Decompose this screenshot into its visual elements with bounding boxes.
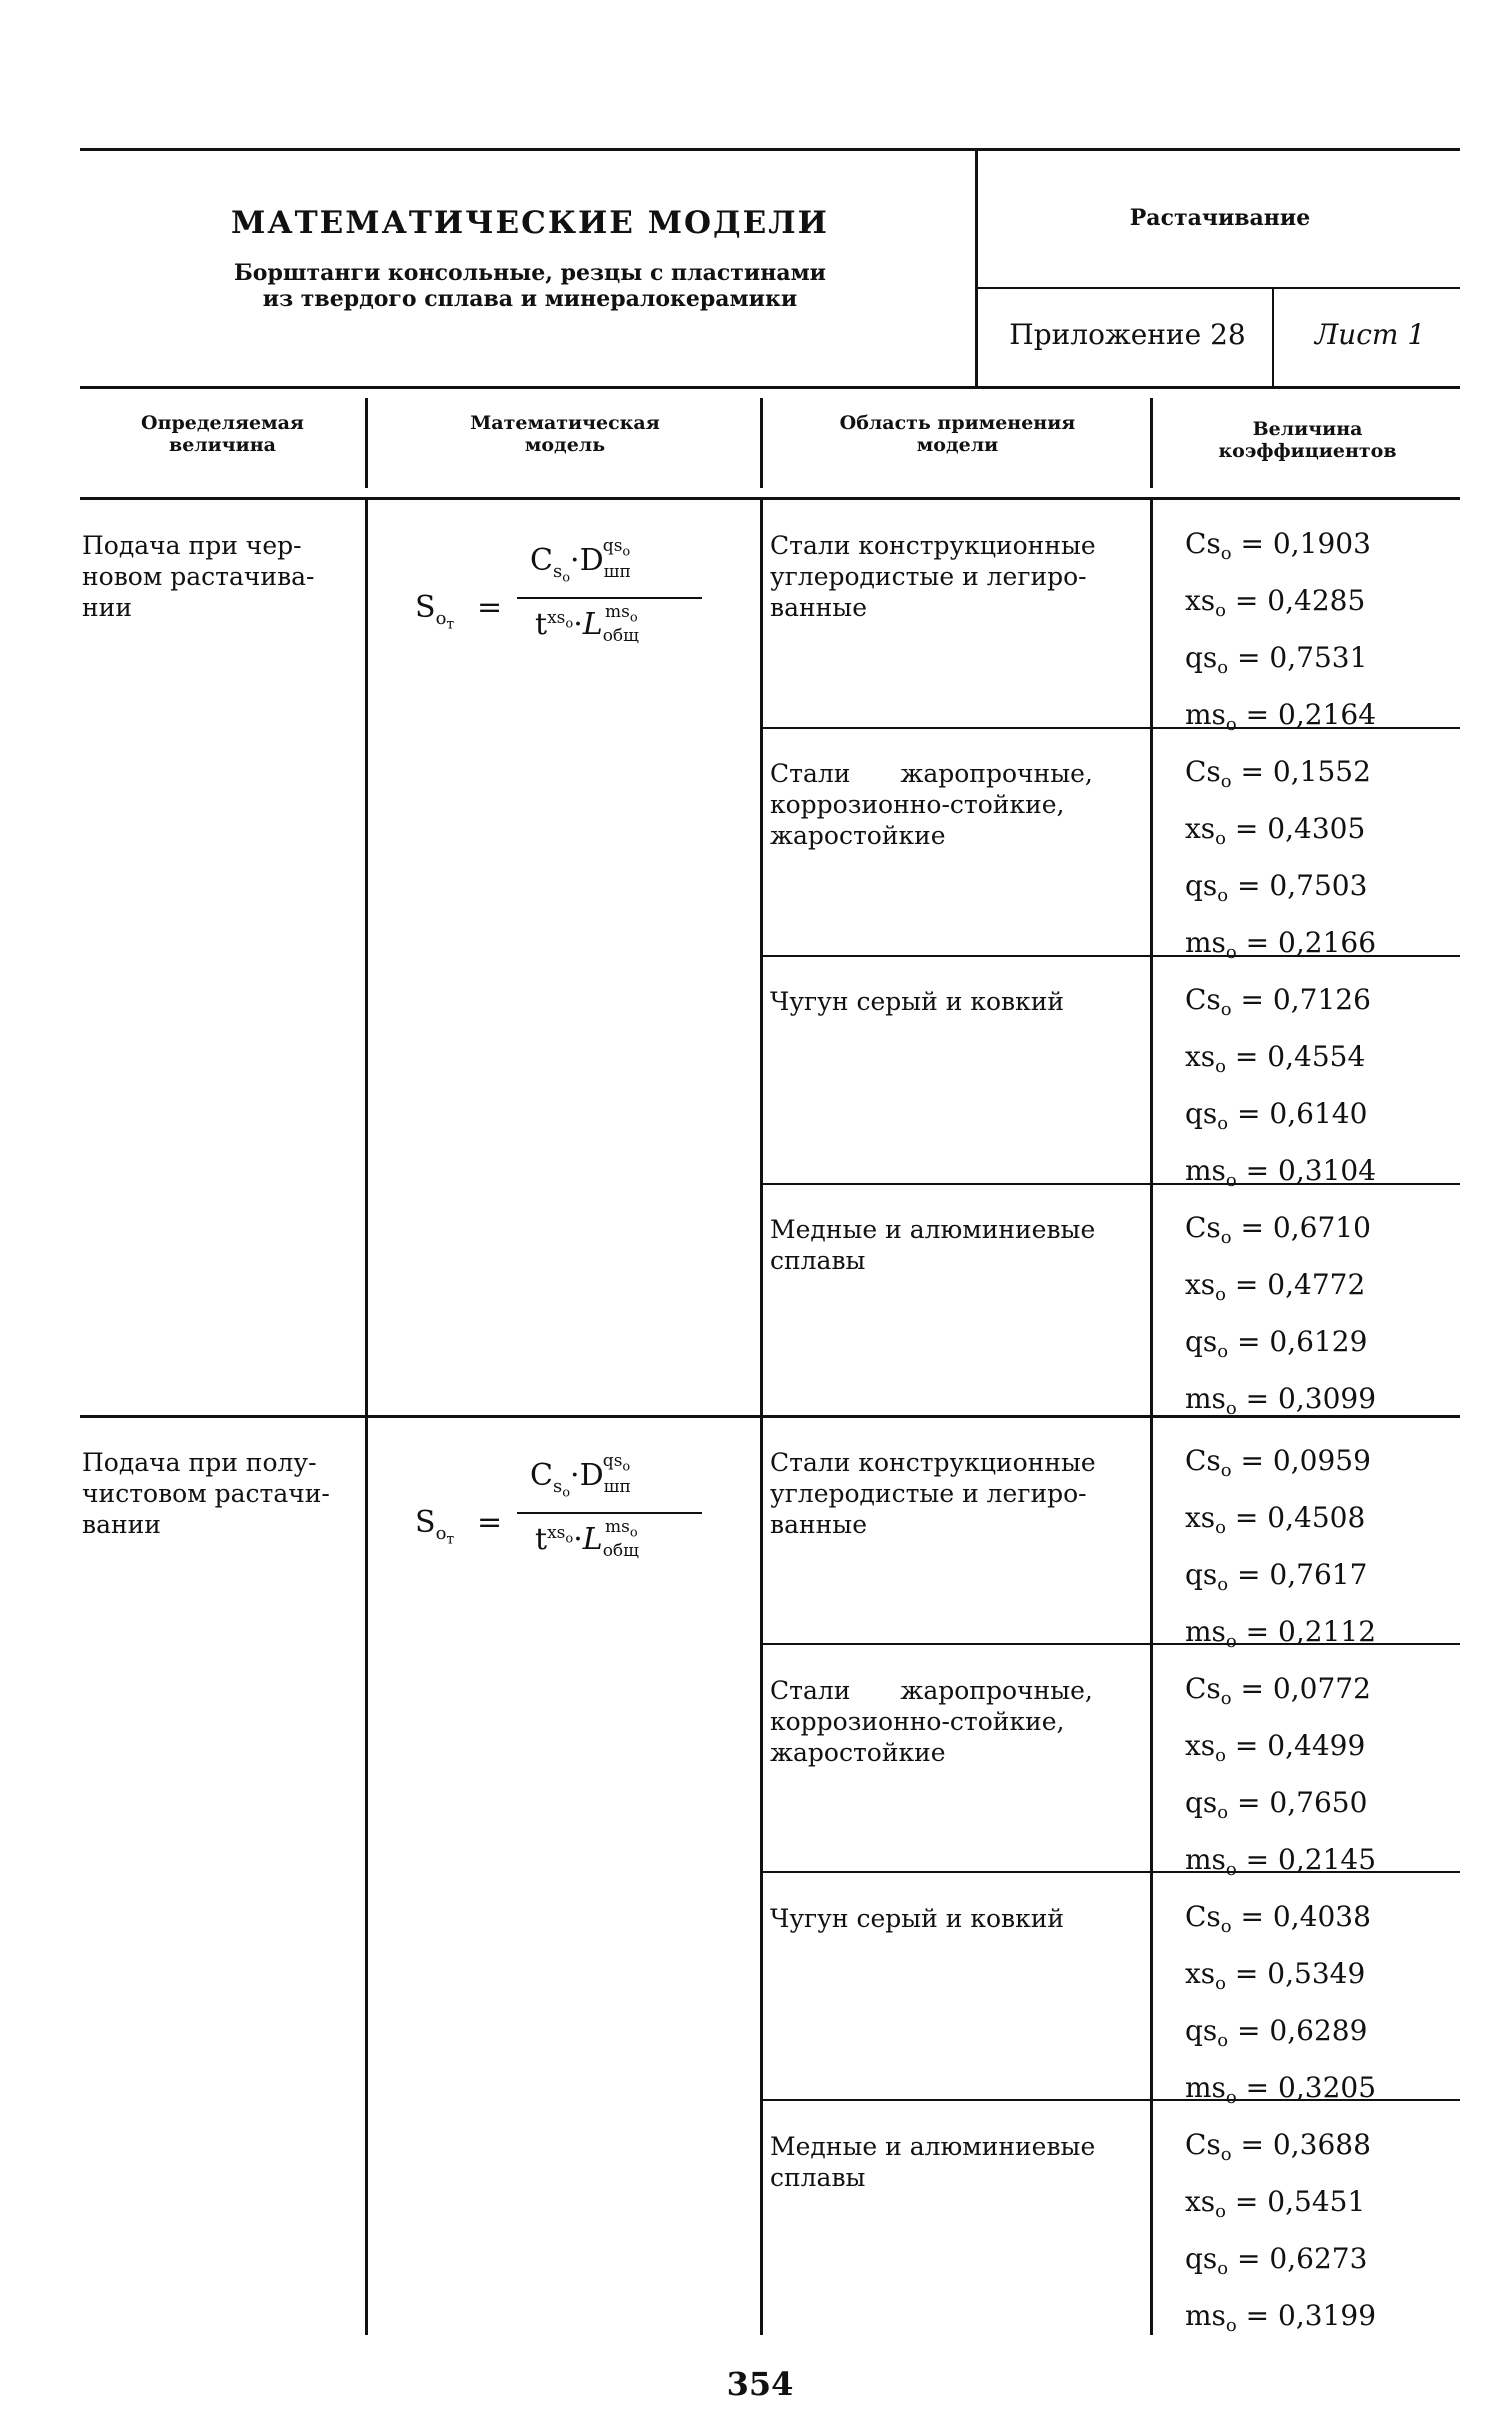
coef-q: $qs_o = 0,6129$ xyxy=(1185,1325,1368,1362)
sheet-divider xyxy=(1272,288,1274,387)
coef-m: $ms_o = 0,2145$ xyxy=(1185,1843,1377,1880)
operation-label: Растачивание xyxy=(1129,205,1311,231)
col-header-coefficients xyxy=(1155,418,1460,462)
section-1-quantity-line-1: Подача при чер- xyxy=(82,531,302,560)
col-header-model xyxy=(370,412,760,456)
hdr-sep-1 xyxy=(365,398,368,488)
s1-row1-area-line-3: ванные xyxy=(770,593,867,622)
coef-m: $ms_o = 0,3205$ xyxy=(1185,2071,1377,2108)
section-2-quantity-line-2: чистовом растачи- xyxy=(82,1479,330,1508)
s2-row1-area-line-1: Стали конструкционные xyxy=(770,1448,1096,1477)
coef-m: $ms_o = 0,2112$ xyxy=(1185,1615,1377,1652)
coef-q: $qs_o = 0,7503$ xyxy=(1185,869,1368,906)
s1-row1-area-line-2: углеродистые и легиро- xyxy=(770,562,1087,591)
coef-c: $Cs_o = 0,3688$ xyxy=(1185,2128,1371,2165)
formula-equals: = xyxy=(477,1505,503,1540)
coef-x: $xs_o = 0,4554$ xyxy=(1185,1040,1366,1077)
s1-row1-area xyxy=(770,530,1138,623)
header-divider-horizontal xyxy=(977,287,1460,289)
s1-row3-area-line-1: Чугун серый и ковкий xyxy=(770,987,1065,1016)
formula-equals: = xyxy=(477,590,503,625)
col-header-area xyxy=(765,412,1150,456)
coef-x: $xs_o = 0,4499$ xyxy=(1185,1729,1366,1766)
coef-c: $Cs_o = 0,0772$ xyxy=(1185,1672,1371,1709)
subtitle-line-1: Борштанги консольные, резцы с пластинами xyxy=(233,260,827,286)
section-2-quantity xyxy=(82,1447,352,1540)
formula-numerator: $C_{s_o}\cdot D_{шп}^{qs_o}$ xyxy=(530,536,631,586)
coef-m: $ms_o = 0,2164$ xyxy=(1185,698,1377,735)
section-1-quantity xyxy=(82,530,352,623)
coef-q: $qs_o = 0,7650$ xyxy=(1185,1786,1368,1823)
coef-c: $Cs_o = 0,7126$ xyxy=(1185,983,1371,1020)
coef-x: $xs_o = 0,4285$ xyxy=(1185,584,1366,621)
s2-row2-area-line-2: коррозионно-стойкие, xyxy=(770,1707,1065,1736)
coef-q: $qs_o = 0,6289$ xyxy=(1185,2014,1368,2051)
coef-c: $Cs_o = 0,1903$ xyxy=(1185,527,1371,564)
page-number: 354 xyxy=(726,2365,794,2403)
top-rule xyxy=(80,148,1460,151)
col-header-model-line-1: Математическая xyxy=(470,412,660,434)
s1-row4-coefficients xyxy=(1185,1204,1376,1432)
col-header-model-line-2: модель xyxy=(524,434,606,456)
s2-row3-coefficients xyxy=(1185,1893,1376,2121)
column-header-bottom-rule xyxy=(80,497,1460,500)
column-header-top-rule xyxy=(80,386,1460,389)
coef-x: $xs_o = 0,4772$ xyxy=(1185,1268,1366,1305)
col-header-quantity xyxy=(80,412,365,456)
hdr-sep-2 xyxy=(760,398,763,488)
coef-x: $xs_o = 0,5451$ xyxy=(1185,2185,1366,2222)
formula-lhs: $S_{o_т}$ xyxy=(415,590,455,633)
section-1-quantity-line-2: новом растачива- xyxy=(82,562,315,591)
s1-row2-area xyxy=(770,758,1138,851)
coef-c: $Cs_o = 0,6710$ xyxy=(1185,1211,1371,1248)
col-header-coefficients-line-1: Величина xyxy=(1252,418,1363,440)
s1-row4-area-line-2: сплавы xyxy=(770,1246,866,1275)
s2-row4-coefficients xyxy=(1185,2121,1376,2349)
s2-row1-area xyxy=(770,1447,1138,1540)
s1-row3-area xyxy=(770,986,1138,1017)
hdr-sep-3 xyxy=(1150,398,1153,488)
col-header-quantity-line-2: величина xyxy=(169,434,276,456)
sheet-label: Лист 1 xyxy=(1314,318,1426,351)
coef-x: $xs_o = 0,5349$ xyxy=(1185,1957,1366,1994)
coef-c: $Cs_o = 0,1552$ xyxy=(1185,755,1371,792)
col-header-coefficients-line-2: коэффициентов xyxy=(1218,440,1397,462)
section-2-quantity-line-3: вании xyxy=(82,1510,161,1539)
formula-fraction-bar xyxy=(517,597,702,599)
s1-row3-coefficients xyxy=(1185,976,1376,1204)
coef-m: $ms_o = 0,3199$ xyxy=(1185,2299,1377,2336)
s1-row2-area-line-1: Стали жаропрочные, xyxy=(770,759,1093,788)
coef-m: $ms_o = 0,3104$ xyxy=(1185,1154,1377,1191)
formula-numerator: $C_{s_o}\cdot D_{шп}^{qs_o}$ xyxy=(530,1451,631,1501)
formula-denominator: $t^{xs_o}\cdot L_{общ}^{ms_o}$ xyxy=(535,1517,639,1561)
header-divider-vertical xyxy=(975,150,978,387)
section-2-quantity-line-1: Подача при полу- xyxy=(82,1448,317,1477)
s1-row1-coefficients xyxy=(1185,520,1376,748)
s2-row2-area xyxy=(770,1675,1138,1768)
s2-row1-coefficients xyxy=(1185,1437,1376,1665)
subtitle-line-2: из твердого сплава и минералокерамики xyxy=(262,286,798,312)
s1-row1-area-line-1: Стали конструкционные xyxy=(770,531,1096,560)
s1-row2-area-line-2: коррозионно-стойкие, xyxy=(770,790,1065,819)
coef-x: $xs_o = 0,4508$ xyxy=(1185,1501,1366,1538)
formula-fraction-bar xyxy=(517,1512,702,1514)
formula-denominator: $t^{xs_o}\cdot L_{общ}^{ms_o}$ xyxy=(535,602,639,646)
col-header-area-line-2: модели xyxy=(916,434,999,456)
coef-q: $qs_o = 0,6273$ xyxy=(1185,2242,1368,2279)
s2-row4-area xyxy=(770,2131,1138,2193)
section-2-formula xyxy=(415,1450,745,1590)
col-header-area-line-1: Область применения xyxy=(839,412,1076,434)
coef-m: $ms_o = 0,3099$ xyxy=(1185,1382,1377,1419)
s2-row3-area-line-1: Чугун серый и ковкий xyxy=(770,1904,1065,1933)
s2-row1-area-line-2: углеродистые и легиро- xyxy=(770,1479,1087,1508)
s2-row1-area-line-3: ванные xyxy=(770,1510,867,1539)
coef-c: $Cs_o = 0,4038$ xyxy=(1185,1900,1371,1937)
s1-row2-area-line-3: жаростойкие xyxy=(770,821,946,850)
s1-row4-area-line-1: Медные и алюминиевые xyxy=(770,1215,1096,1244)
s2-row3-area xyxy=(770,1903,1138,1934)
page-title: МАТЕМАТИЧЕСКИЕ МОДЕЛИ xyxy=(231,205,829,241)
s1-row4-area xyxy=(770,1214,1138,1276)
s2-row2-area-line-3: жаростойкие xyxy=(770,1738,946,1767)
s2-row2-coefficients xyxy=(1185,1665,1376,1893)
s1-row2-coefficients xyxy=(1185,748,1376,976)
section-1-quantity-line-3: нии xyxy=(82,593,132,622)
coef-q: $qs_o = 0,6140$ xyxy=(1185,1097,1368,1134)
coef-m: $ms_o = 0,2166$ xyxy=(1185,926,1377,963)
coef-q: $qs_o = 0,7617$ xyxy=(1185,1558,1368,1595)
s2-row4-area-line-1: Медные и алюминиевые xyxy=(770,2132,1096,2161)
s2-row4-area-line-2: сплавы xyxy=(770,2163,866,2192)
appendix-label: Приложение 28 xyxy=(1009,318,1246,351)
formula-lhs: $S_{o_т}$ xyxy=(415,1505,455,1548)
section-1-formula xyxy=(415,535,745,675)
coef-c: $Cs_o = 0,0959$ xyxy=(1185,1444,1371,1481)
col-header-quantity-line-1: Определяемая xyxy=(141,412,304,434)
coef-q: $qs_o = 0,7531$ xyxy=(1185,641,1368,678)
s2-row2-area-line-1: Стали жаропрочные, xyxy=(770,1676,1093,1705)
coef-x: $xs_o = 0,4305$ xyxy=(1185,812,1366,849)
